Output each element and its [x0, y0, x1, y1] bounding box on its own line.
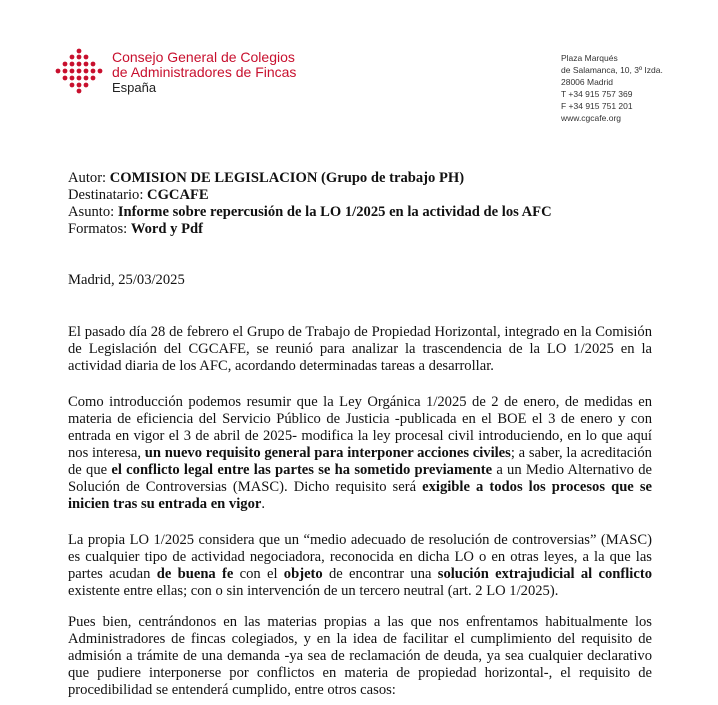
recipient-label: Destinatario:	[68, 187, 148, 203]
fax-line: F +34 915 751 201	[561, 101, 633, 111]
text-run: Como introducción podemos resumir que la Ley Orgánica 1/2025 de 2 de enero, de medidas en materia de eficiencia del Servicio Público de Justicia -publicada en el BOE el 3 de enero y con entrada en vigor el 3 de abril de 2025- modifica la ley procesal civil introduciendo, en lo que aquí nos interesa,	[68, 394, 652, 461]
subject-label: Asunto:	[68, 204, 118, 220]
dots-grid-logo-icon	[55, 48, 103, 94]
text-run: .	[261, 496, 266, 512]
bold-run: un nuevo requisito general para interponer acciones civiles	[144, 445, 511, 461]
author-label: Autor:	[68, 170, 110, 186]
text-run: La propia LO 1/2025 considera que un “medio adecuado de resolución de controversias” (MASC) es cualquier tipo de actividad negociadora, reconocida en dicha LO o en otras leyes, a la que las partes acudan	[68, 532, 652, 582]
text-run: existente entre ellas; con o sin intervención de un tercero neutral (art. 2 LO 1/2025).	[68, 583, 559, 599]
text-run: a un Medio Alternativo de Solución de Controversias (MASC). Dicho requisito será	[68, 462, 652, 495]
bold-run: exigible a todos los procesos que se inicien tras su entrada en vigor	[68, 479, 652, 512]
text-run: ; a saber, la acreditación de que	[68, 445, 652, 478]
bold-run: objeto	[283, 566, 323, 582]
website-link[interactable]: www.cgcafe.org	[561, 113, 621, 123]
org-country: España	[112, 80, 157, 95]
paragraph-2	[68, 394, 652, 513]
text-run: con el	[233, 566, 284, 582]
address-block	[561, 52, 663, 124]
subject-line	[68, 204, 652, 221]
org-line-1: Consejo General de Colegios	[112, 49, 295, 65]
author-line	[68, 170, 652, 187]
address-line: 28006 Madrid	[561, 77, 613, 87]
paragraph-4: Pues bien, centrándonos en las materias propias a las que nos enfrentamos habitualmente los Administradores de fincas colegiados, y en la idea de facilitar el cumplimiento del requisito de admisión a trámite de una demanda -ya sea de reclamación de deuda, ya sea cualquier declarativo que pudiere interponerse por conflictos en materia de propiedad horizontal-, el requisito de procedibilidad se entenderá cumplido, entre otros casos:	[68, 614, 652, 698]
formats-value: Word y Pdf	[130, 221, 204, 237]
recipient-value: CGCAFE	[147, 187, 209, 203]
paragraph-1: El pasado día 28 de febrero el Grupo de Trabajo de Propiedad Horizontal, integrado en la Comisión de Legislación del CGCAFE, se reunió para analizar la trascendencia de la LO 1/2025 en la actividad diaria de los AFC, acordando determinadas tareas a desarrollar.	[68, 324, 652, 374]
phone-line: T +34 915 757 369	[561, 89, 633, 99]
bold-run: de buena fe	[156, 566, 234, 582]
address-line: de Salamanca, 10, 3º Izda.	[561, 65, 663, 75]
paragraph-3	[68, 532, 652, 600]
org-line-2: de Administradores de Fincas	[112, 64, 297, 80]
organization-name	[112, 50, 296, 95]
bold-run: el conflicto legal entre las partes se ha sometido previamente	[111, 462, 493, 478]
subject-value: Informe sobre repercusión de la LO 1/2025 en la actividad de los AFC	[117, 204, 552, 220]
recipient-line	[68, 187, 652, 204]
text-run: de encontrar una	[322, 566, 438, 582]
author-value: COMISION DE LEGISLACION (Grupo de trabajo PH)	[109, 170, 465, 186]
document-meta	[68, 170, 652, 238]
document-date: Madrid, 25/03/2025	[68, 272, 185, 288]
formats-label: Formatos:	[68, 221, 131, 237]
bold-run: solución extrajudicial al conflicto	[437, 566, 652, 582]
address-line: Plaza Marqués	[561, 53, 618, 63]
formats-line	[68, 221, 652, 238]
